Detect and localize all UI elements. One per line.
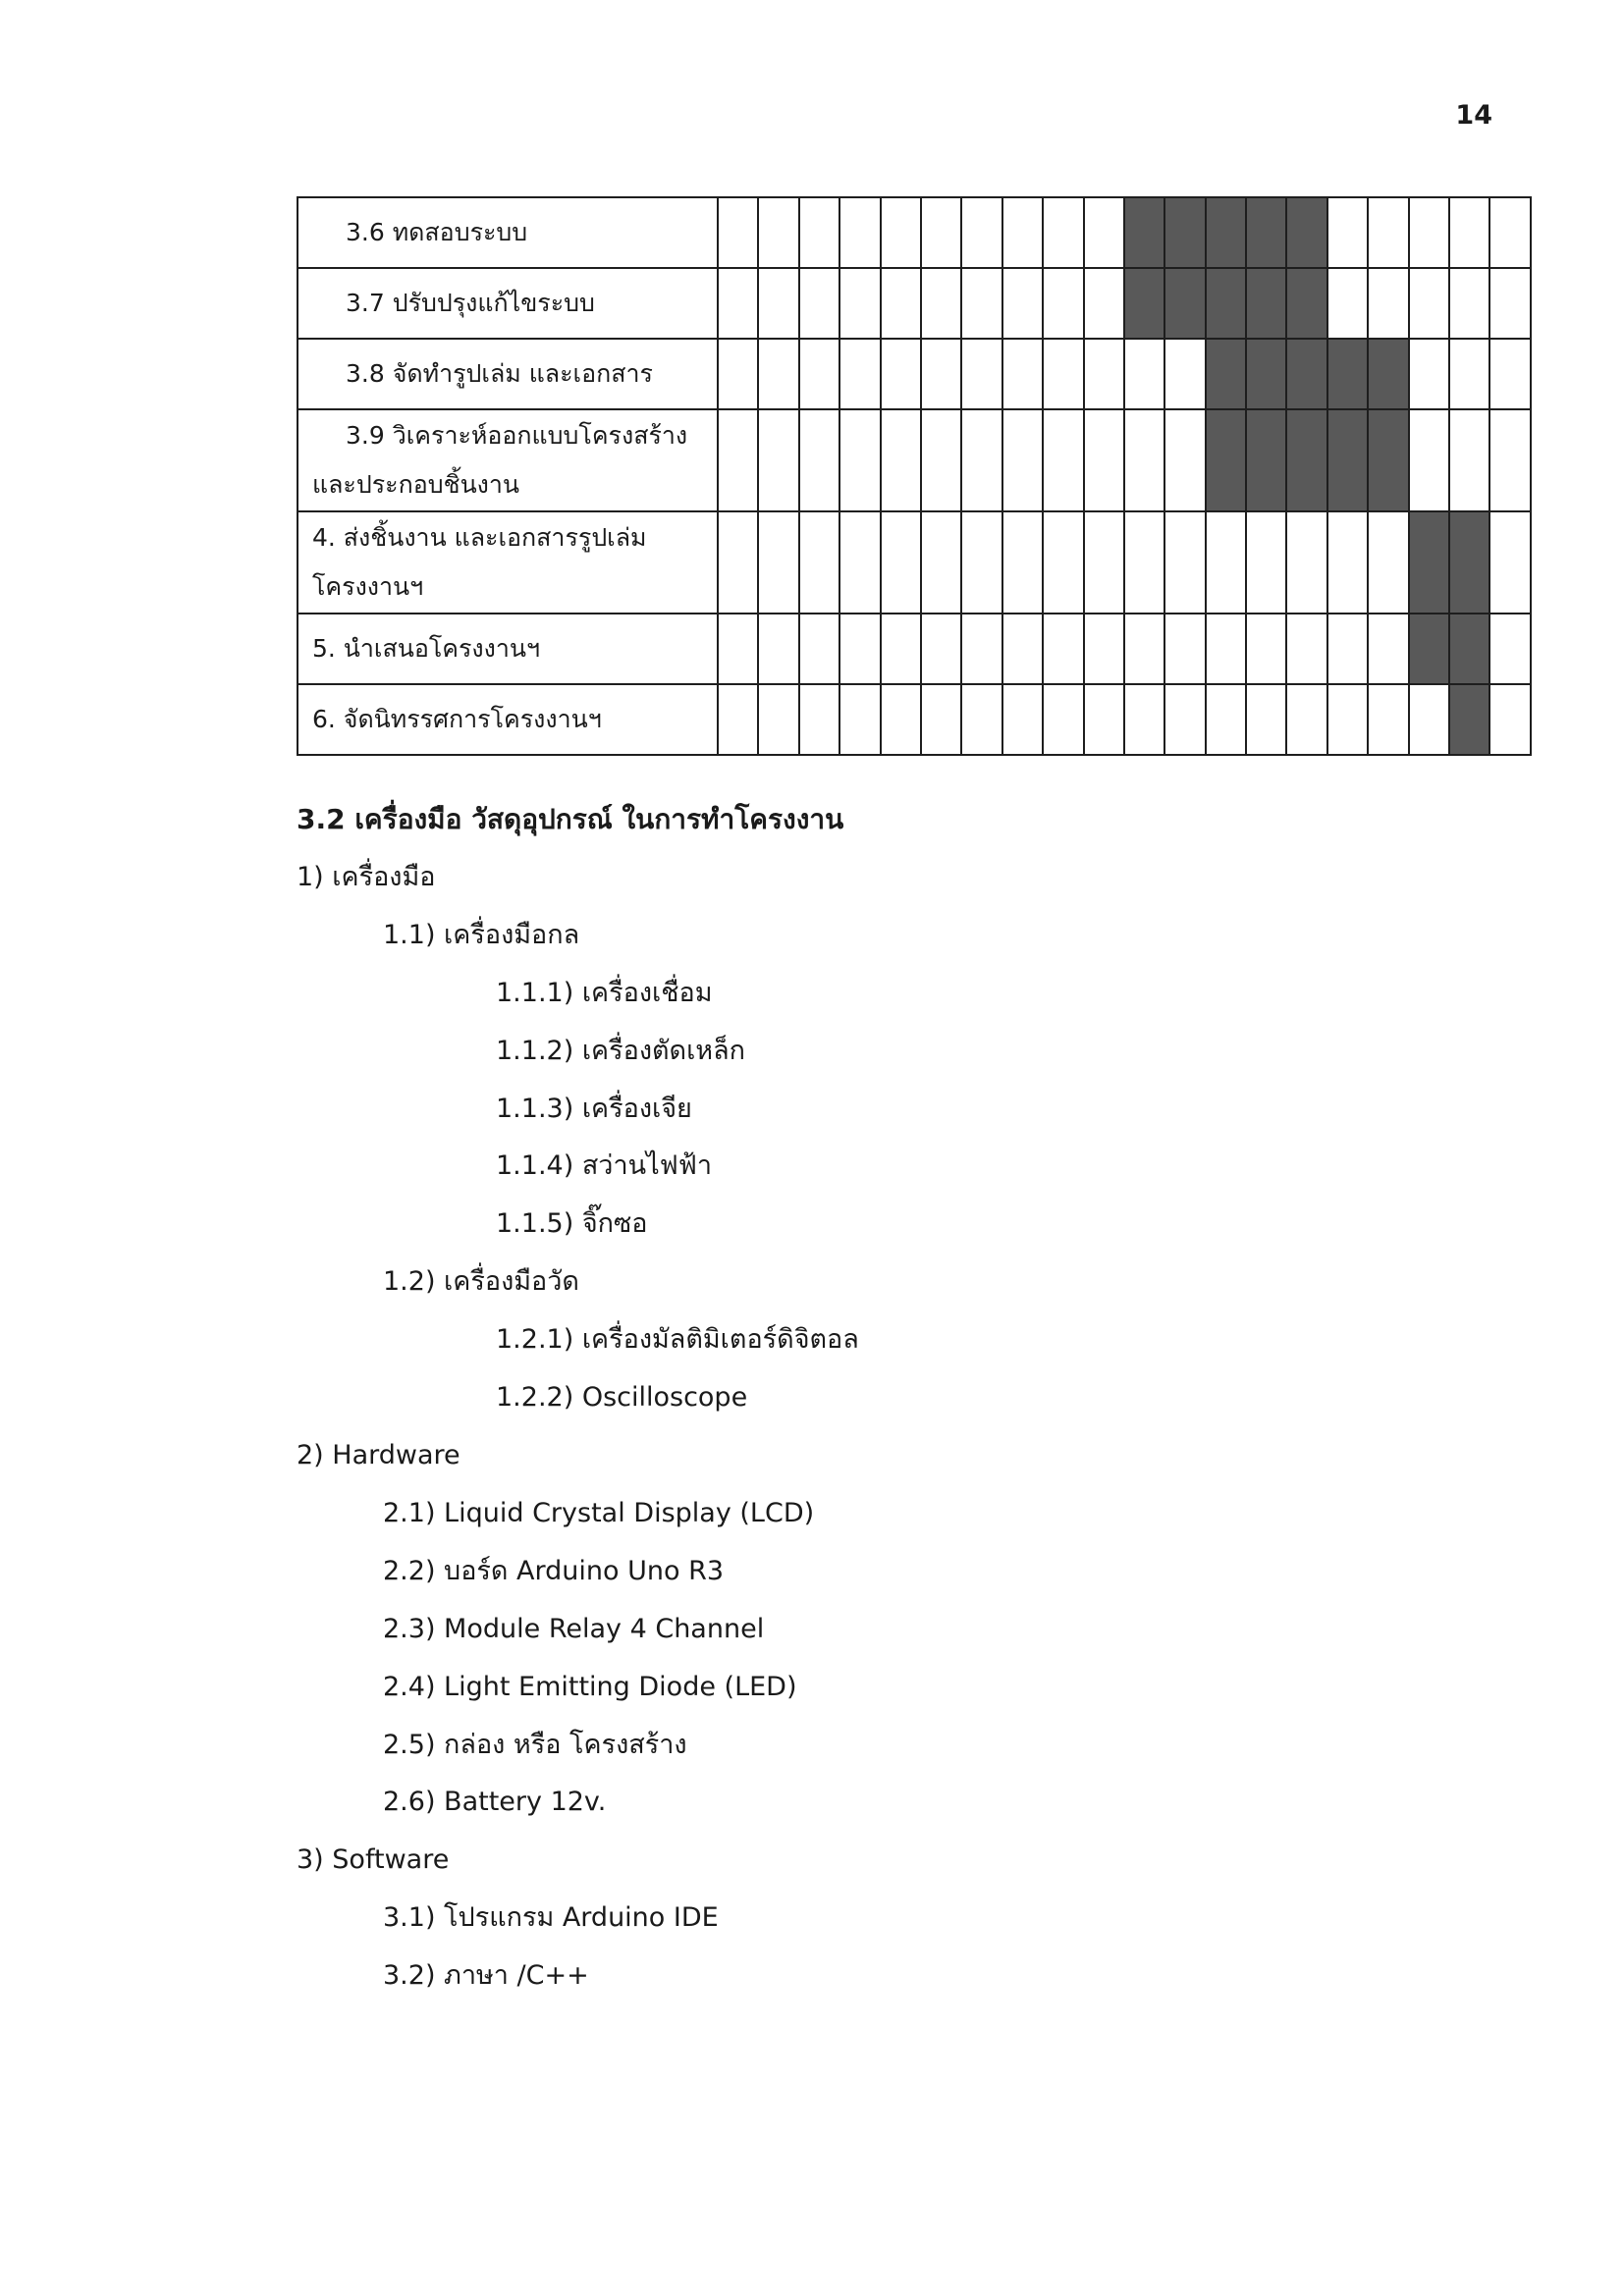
schedule-cell (718, 339, 758, 409)
task-label (298, 197, 718, 268)
schedule-cell (1449, 339, 1489, 409)
schedule-cell (881, 197, 921, 268)
task-label-text: 3.6 ทดสอบระบบ (346, 218, 528, 246)
schedule-cell-filled (1246, 197, 1286, 268)
tools-materials-section (297, 791, 1475, 2005)
schedule-cell-filled (1449, 511, 1489, 614)
schedule-cell-filled (1164, 197, 1205, 268)
list-item: 2.4) Light Emitting Diode (LED) (383, 1671, 797, 1702)
schedule-cell (881, 614, 921, 684)
gantt-row (298, 614, 1531, 684)
list-item: 2.3) Module Relay 4 Channel (383, 1613, 765, 1644)
schedule-cell-filled (1286, 409, 1326, 511)
schedule-cell (1043, 339, 1083, 409)
schedule-cell (1002, 197, 1043, 268)
schedule-cell (799, 614, 839, 684)
schedule-cell (1043, 197, 1083, 268)
task-label-text: 3.8 จัดทำรูปเล่ม และเอกสาร (346, 359, 653, 388)
schedule-cell (1489, 409, 1530, 511)
schedule-cell (839, 684, 880, 755)
task-label (298, 684, 718, 755)
schedule-cell-filled (1368, 409, 1408, 511)
schedule-cell (1246, 511, 1286, 614)
schedule-cell (718, 409, 758, 511)
schedule-cell (1164, 511, 1205, 614)
task-label (298, 409, 718, 511)
schedule-cell (921, 409, 961, 511)
schedule-cell (1043, 409, 1083, 511)
schedule-cell (1489, 684, 1530, 755)
schedule-cell (921, 339, 961, 409)
schedule-cell (1002, 684, 1043, 755)
schedule-cell (961, 684, 1001, 755)
schedule-cell (1368, 614, 1408, 684)
schedule-cell (839, 268, 880, 339)
schedule-cell-filled (1449, 614, 1489, 684)
schedule-cell (1489, 511, 1530, 614)
task-label (298, 268, 718, 339)
list-item: 2.2) บอร์ด Arduino Uno R3 (383, 1555, 725, 1586)
gantt-row (298, 268, 1531, 339)
schedule-cell-filled (1409, 614, 1449, 684)
schedule-cell (758, 684, 798, 755)
schedule-cell (1084, 614, 1124, 684)
schedule-cell (961, 197, 1001, 268)
schedule-cell (961, 409, 1001, 511)
tools-list (297, 849, 1475, 2005)
schedule-cell (1409, 339, 1449, 409)
task-label-text: 3.7 ปรับปรุงแก้ไขระบบ (346, 289, 595, 317)
list-item: 1.1.1) เครื่องเชื่อม (496, 977, 713, 1008)
schedule-cell-filled (1246, 339, 1286, 409)
schedule-cell (1409, 268, 1449, 339)
task-label (298, 614, 718, 684)
gantt-schedule-table (297, 196, 1532, 756)
schedule-cell (839, 409, 880, 511)
schedule-cell (1327, 614, 1368, 684)
list-item: 1.1) เครื่องมือกล (383, 919, 580, 950)
schedule-cell (1449, 197, 1489, 268)
schedule-cell (1409, 684, 1449, 755)
schedule-cell-filled (1327, 409, 1368, 511)
schedule-cell (1286, 684, 1326, 755)
schedule-cell-filled (1246, 409, 1286, 511)
schedule-cell (758, 339, 798, 409)
schedule-cell (799, 684, 839, 755)
schedule-cell-filled (1124, 197, 1164, 268)
schedule-cell (1124, 684, 1164, 755)
list-item: 2.6) Battery 12v. (383, 1787, 607, 1818)
schedule-cell (961, 268, 1001, 339)
schedule-cell (1368, 511, 1408, 614)
schedule-cell (1043, 614, 1083, 684)
schedule-cell (1124, 511, 1164, 614)
task-label-text-line2: และประกอบชิ้นงาน (312, 470, 519, 499)
list-item: 3) Software (297, 1844, 450, 1876)
schedule-cell (1002, 614, 1043, 684)
schedule-cell (1164, 684, 1205, 755)
schedule-cell (758, 511, 798, 614)
schedule-cell (1002, 511, 1043, 614)
schedule-cell (1286, 614, 1326, 684)
schedule-cell (1206, 614, 1246, 684)
schedule-cell (718, 684, 758, 755)
schedule-cell-filled (1409, 511, 1449, 614)
schedule-cell (921, 197, 961, 268)
schedule-cell (839, 511, 880, 614)
list-item: 1.1.5) จิ๊กซอ (496, 1208, 648, 1240)
schedule-cell-filled (1124, 268, 1164, 339)
list-item: 3.1) โปรแกรม Arduino IDE (383, 1902, 719, 1934)
list-item: 2.5) กล่อง หรือ โครงสร้าง (383, 1729, 687, 1760)
schedule-cell (881, 268, 921, 339)
schedule-cell (1368, 197, 1408, 268)
schedule-cell-filled (1368, 339, 1408, 409)
schedule-cell-filled (1164, 268, 1205, 339)
schedule-cell (1246, 684, 1286, 755)
page-number: 14 (1455, 100, 1492, 131)
schedule-cell (921, 511, 961, 614)
schedule-cell (881, 339, 921, 409)
list-item: 2) Hardware (297, 1439, 460, 1470)
schedule-cell-filled (1286, 268, 1326, 339)
schedule-cell (1164, 614, 1205, 684)
list-item: 3.2) ภาษา /C++ (383, 1960, 589, 1992)
schedule-cell (839, 614, 880, 684)
list-item: 1.1.2) เครื่องตัดเหล็ก (496, 1035, 745, 1066)
schedule-cell (1084, 511, 1124, 614)
schedule-cell (758, 197, 798, 268)
schedule-cell (1489, 614, 1530, 684)
schedule-cell (1409, 197, 1449, 268)
schedule-cell (1124, 409, 1164, 511)
schedule-cell (921, 268, 961, 339)
section-heading: 3.2 เครื่องมือ วัสดุอุปกรณ์ ในการทำโครงงาน (297, 803, 844, 835)
gantt-row (298, 197, 1531, 268)
schedule-cell (1489, 268, 1530, 339)
schedule-cell (758, 614, 798, 684)
schedule-cell (1164, 409, 1205, 511)
schedule-cell-filled (1449, 684, 1489, 755)
schedule-cell-filled (1327, 339, 1368, 409)
task-label-text: 3.9 วิเคราะห์ออกแบบโครงสร้าง (346, 421, 688, 450)
schedule-cell (718, 197, 758, 268)
schedule-cell (1084, 684, 1124, 755)
schedule-cell (1124, 339, 1164, 409)
schedule-cell (839, 339, 880, 409)
schedule-cell (1409, 409, 1449, 511)
gantt-row (298, 339, 1531, 409)
schedule-cell (1084, 268, 1124, 339)
task-label (298, 339, 718, 409)
schedule-cell-filled (1206, 339, 1246, 409)
schedule-cell-filled (1206, 268, 1246, 339)
list-item: 2.1) Liquid Crystal Display (LCD) (383, 1497, 815, 1528)
schedule-cell (961, 614, 1001, 684)
schedule-cell (1246, 614, 1286, 684)
list-item: 1.2.1) เครื่องมัลติมิเตอร์ดิจิตอล (496, 1324, 859, 1356)
list-item: 1.2.2) Oscilloscope (496, 1382, 748, 1414)
schedule-cell-filled (1206, 409, 1246, 511)
schedule-cell (921, 614, 961, 684)
task-label-text: 6. จัดนิทรรศการโครงงานฯ (312, 705, 602, 733)
list-item: 1.1.4) สว่านไฟฟ้า (496, 1150, 713, 1182)
schedule-cell (1002, 268, 1043, 339)
schedule-cell (961, 511, 1001, 614)
schedule-cell-filled (1206, 197, 1246, 268)
schedule-cell (1084, 409, 1124, 511)
schedule-cell (1084, 197, 1124, 268)
schedule-cell (1327, 684, 1368, 755)
schedule-cell (1368, 684, 1408, 755)
schedule-cell (799, 339, 839, 409)
schedule-cell (881, 511, 921, 614)
schedule-cell (758, 409, 798, 511)
gantt-row (298, 409, 1531, 511)
list-item: 1.2) เครื่องมือวัด (383, 1266, 579, 1298)
schedule-cell (961, 339, 1001, 409)
schedule-cell (1368, 268, 1408, 339)
schedule-cell (799, 268, 839, 339)
schedule-cell (1489, 339, 1530, 409)
schedule-cell (1449, 409, 1489, 511)
schedule-cell (1084, 339, 1124, 409)
schedule-cell (1327, 197, 1368, 268)
list-item: 1.1.3) เครื่องเจีย (496, 1093, 692, 1124)
schedule-cell (921, 684, 961, 755)
schedule-cell (799, 511, 839, 614)
task-label-text-line2: โครงงานฯ (312, 572, 424, 601)
schedule-cell (1449, 268, 1489, 339)
schedule-cell-filled (1286, 197, 1326, 268)
schedule-cell (1043, 268, 1083, 339)
schedule-cell (1286, 511, 1326, 614)
list-item: 1) เครื่องมือ (297, 861, 436, 892)
schedule-cell (1043, 684, 1083, 755)
schedule-cell (1489, 197, 1530, 268)
task-label (298, 511, 718, 614)
schedule-cell-filled (1246, 268, 1286, 339)
schedule-cell (718, 614, 758, 684)
gantt-row (298, 684, 1531, 755)
schedule-cell (718, 268, 758, 339)
schedule-cell (1327, 268, 1368, 339)
schedule-cell (839, 197, 880, 268)
schedule-cell (1164, 339, 1205, 409)
schedule-cell (1002, 339, 1043, 409)
schedule-cell (799, 409, 839, 511)
schedule-cell-filled (1286, 339, 1326, 409)
task-label-text: 5. นำเสนอโครงงานฯ (312, 634, 540, 663)
schedule-cell (1043, 511, 1083, 614)
schedule-cell (799, 197, 839, 268)
schedule-cell (881, 409, 921, 511)
schedule-cell (881, 684, 921, 755)
task-label-text: 4. ส่งชิ้นงาน และเอกสารรูปเล่ม (312, 523, 647, 552)
schedule-cell (1206, 684, 1246, 755)
schedule-cell (1206, 511, 1246, 614)
schedule-cell (1002, 409, 1043, 511)
schedule-cell (1327, 511, 1368, 614)
schedule-cell (1124, 614, 1164, 684)
schedule-cell (758, 268, 798, 339)
gantt-row (298, 511, 1531, 614)
schedule-cell (718, 511, 758, 614)
